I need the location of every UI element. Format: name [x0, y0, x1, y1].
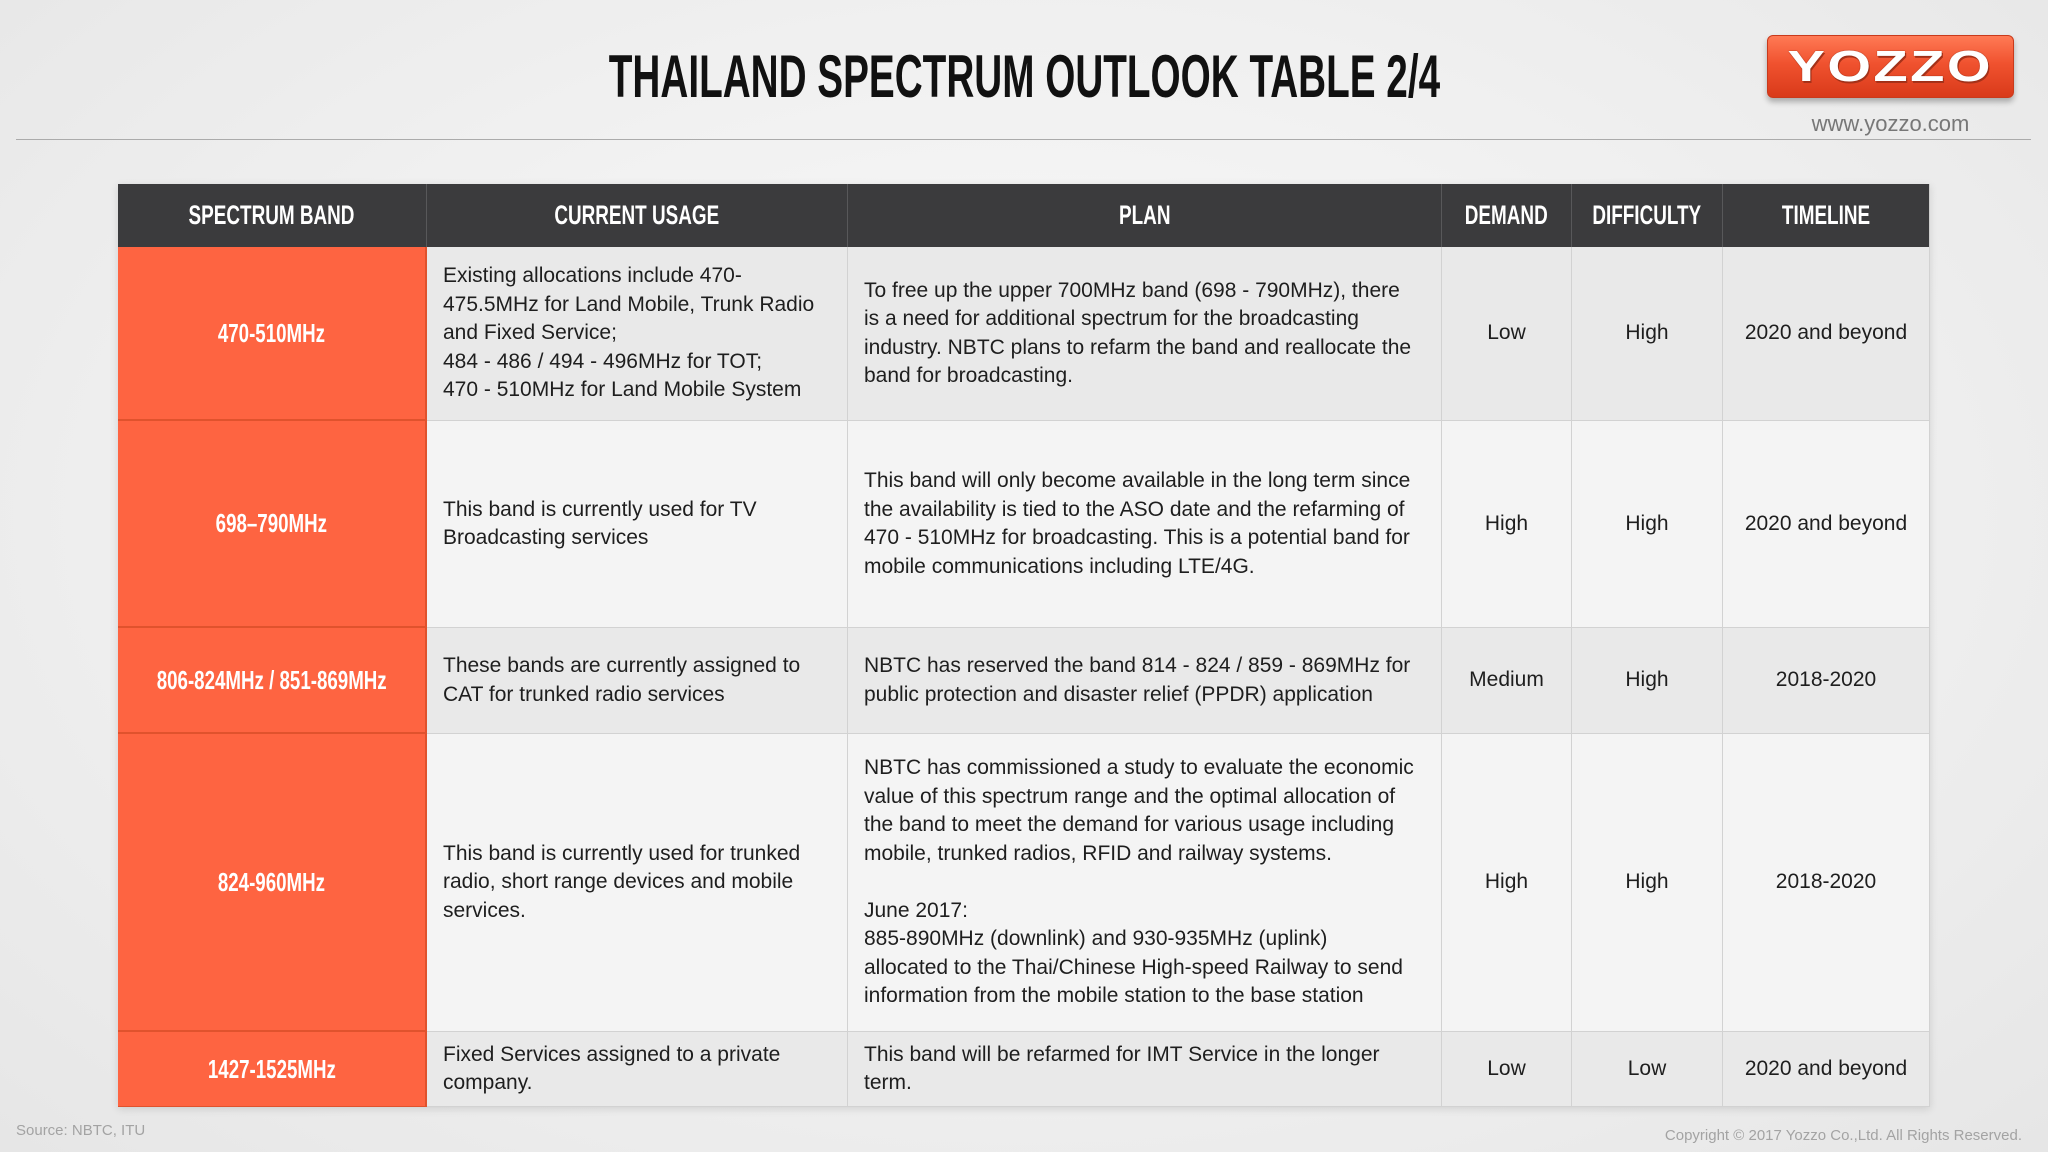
- company-logo: [1767, 35, 2014, 98]
- header-label: DEMAND: [1465, 200, 1548, 231]
- difficulty-cell: High: [1572, 247, 1723, 421]
- header-cell-demand: [1442, 184, 1572, 247]
- timeline-cell: 2020 and beyond: [1723, 247, 1930, 421]
- header-label: TIMELINE: [1781, 200, 1871, 231]
- source-note: Source: NBTC, ITU: [16, 1122, 146, 1139]
- header-label: CURRENT USAGE: [554, 200, 720, 231]
- spectrum-band-cell: [118, 421, 427, 628]
- difficulty-cell: Low: [1572, 1032, 1723, 1107]
- timeline-cell: 2020 and beyond: [1723, 421, 1930, 628]
- demand-cell: High: [1442, 421, 1572, 628]
- spectrum-band-label: 470-510MHz: [217, 317, 326, 348]
- spectrum-band-label: 1427-1525MHz: [207, 1053, 336, 1084]
- demand-cell: Low: [1442, 1032, 1572, 1107]
- logo-website: www.yozzo.com: [1811, 111, 1970, 136]
- difficulty-cell: High: [1572, 421, 1723, 628]
- plan-cell: NBTC has commissioned a study to evaluate the economic value of this spectrum range and the optimal allocation of the band to meet the demand for various usage including mobile, trunked radios, RFID and railway systems. June 2017: 885-890MHz (downlink) and 930-935MHz (uplink) allocated to the Thai/Chinese High-speed Railway to send information from the mobile station to the base station: [848, 734, 1442, 1032]
- current-usage-cell: This band is currently used for trunked radio, short range devices and mobile services.: [427, 734, 848, 1032]
- demand-cell: Medium: [1442, 628, 1572, 734]
- current-usage-cell: This band is currently used for TV Broadcasting services: [427, 421, 848, 628]
- timeline-cell: 2020 and beyond: [1723, 1032, 1930, 1107]
- spectrum-band-cell: [118, 628, 427, 734]
- spectrum-band-label: 806-824MHz / 851-869MHz: [156, 664, 387, 695]
- demand-cell: Low: [1442, 247, 1572, 421]
- spectrum-outlook-table: [118, 184, 1930, 1107]
- difficulty-cell: High: [1572, 734, 1723, 1032]
- logo-wordmark: YOZZO: [1787, 41, 1994, 91]
- header-cell-spectrum-band: [118, 184, 427, 247]
- plan-cell: This band will be refarmed for IMT Service in the longer term.: [848, 1032, 1442, 1107]
- header-cell-plan: [848, 184, 1442, 247]
- header-cell-timeline: [1723, 184, 1930, 247]
- header-label: PLAN: [1118, 200, 1171, 231]
- plan-cell: This band will only become available in the long term since the availability is tied to the ASO date and the refarming of 470 - 510MHz for broadcasting. This is a potential band for mobile communications including LTE/4G.: [848, 421, 1442, 628]
- spectrum-band-cell: [118, 1032, 427, 1107]
- header-cell-difficulty: [1572, 184, 1723, 247]
- slide-title-text: THAILAND SPECTRUM OUTLOOK TABLE 2/4: [608, 43, 1440, 110]
- plan-cell: To free up the upper 700MHz band (698 - 790MHz), there is a need for additional spectrum for the broadcasting industry. NBTC plans to refarm the band and reallocate the band for broadcasting.: [848, 247, 1442, 421]
- current-usage-cell: Existing allocations include 470- 475.5MHz for Land Mobile, Trunk Radio and Fixed Service; 484 - 486 / 494 - 496MHz for TOT; 470 - 510MHz for Land Mobile System: [427, 247, 848, 421]
- spectrum-band-cell: [118, 247, 427, 421]
- timeline-cell: 2018-2020: [1723, 628, 1930, 734]
- demand-cell: High: [1442, 734, 1572, 1032]
- header-divider: [16, 139, 2031, 140]
- header-label: DIFFICULTY: [1592, 200, 1702, 231]
- difficulty-cell: High: [1572, 628, 1723, 734]
- header-label: SPECTRUM BAND: [189, 200, 355, 231]
- current-usage-cell: Fixed Services assigned to a private company.: [427, 1032, 848, 1107]
- spectrum-band-label: 698–790MHz: [215, 508, 328, 539]
- current-usage-cell: These bands are currently assigned to CAT for trunked radio services: [427, 628, 848, 734]
- slide-title: [0, 43, 2048, 110]
- plan-cell: NBTC has reserved the band 814 - 824 / 859 - 869MHz for public protection and disaster relief (PPDR) application: [848, 628, 1442, 734]
- copyright-note: Copyright © 2017 Yozzo Co.,Ltd. All Rights Reserved.: [1664, 1127, 2022, 1144]
- spectrum-band-cell: [118, 734, 427, 1032]
- timeline-cell: 2018-2020: [1723, 734, 1930, 1032]
- spectrum-band-label: 824-960MHz: [217, 866, 326, 897]
- header-cell-current-usage: [427, 184, 848, 247]
